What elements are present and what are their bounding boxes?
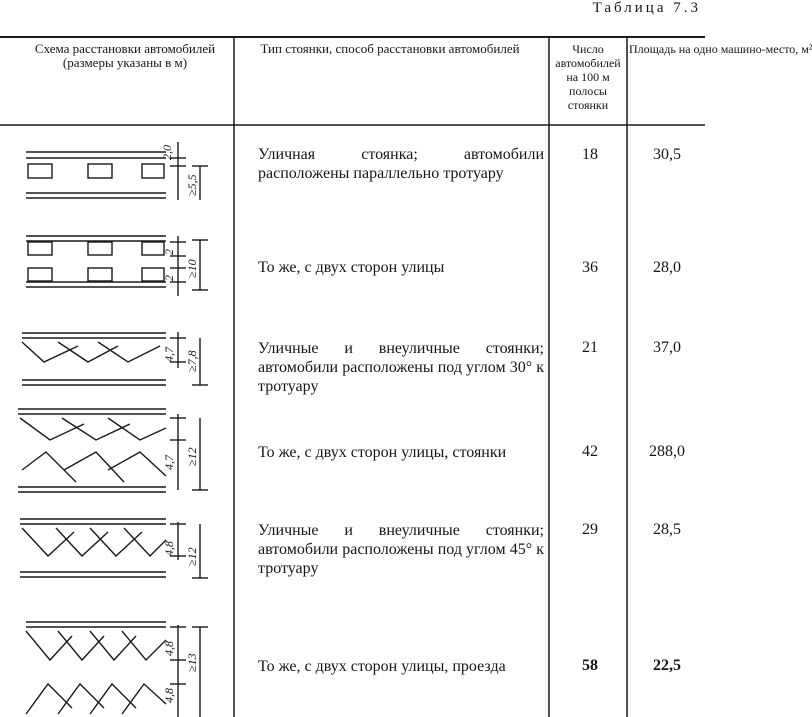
row2-type: То же, с двух сторон улицы (258, 259, 445, 276)
header-scheme: Схема расстановки автомобилей (размеры указаны в м) (34, 41, 216, 70)
dim-r1-b: ≥5,5 (185, 174, 199, 196)
header-count: Число автомобилей на 100 м полосы стоянки (555, 42, 621, 112)
scheme-parallel-two-sides (26, 236, 208, 296)
row1-area: 30,5 (653, 146, 681, 163)
dim-r6-a: 4,8 (162, 641, 176, 656)
row1-count: 18 (582, 146, 598, 163)
row4-area: 288,0 (649, 443, 685, 460)
dim-r4-a: 4,7 (162, 455, 176, 470)
row6-type: То же, с двух сторон улицы, проезда (258, 658, 506, 675)
scheme-angle-45-two-sides (26, 622, 208, 717)
row6-area: 22,5 (653, 657, 681, 674)
dim-r3-a: 4,7 (162, 347, 176, 362)
dim-r2-a: 2 (162, 249, 176, 255)
dim-r2-b: 2 (162, 275, 176, 281)
scheme-angle-30-two-sides (18, 409, 208, 492)
row3-type: Уличные и внеуличные стоянки; автомобили расположены под углом 30° к тротуару (258, 340, 544, 395)
row2-count: 36 (582, 259, 598, 276)
row1-type: Уличная стоянка; автомобили расположены параллельно тротуару (258, 146, 544, 182)
dim-r6-b: 4,8 (162, 688, 176, 703)
scheme-angle-30-one-side (22, 332, 208, 385)
scheme-parallel-one-side (26, 142, 208, 200)
row3-area: 37,0 (653, 339, 681, 356)
dim-r6-c: ≥13 (185, 653, 199, 672)
table-caption: Таблица 7.3 (592, 0, 701, 16)
dim-r2-c: ≥10 (185, 259, 199, 278)
dim-r5-b: ≥12 (185, 547, 199, 566)
header-area: Площадь на одно машино-место, м² (629, 42, 812, 56)
dim-r3-b: ≥7,8 (185, 350, 199, 372)
row4-count: 42 (582, 443, 598, 460)
scheme-angle-45-one-side (20, 519, 208, 578)
row2-area: 28,0 (653, 259, 681, 276)
dim-r1-a: 2,0 (160, 145, 174, 160)
row5-area: 28,5 (653, 521, 681, 538)
header-type: Тип стоянки, способ расстановки автомобилей (260, 41, 520, 56)
dim-r4-b: ≥12 (185, 447, 199, 466)
row3-count: 21 (582, 339, 598, 356)
row4-type: То же, с двух сторон улицы, стоянки (258, 444, 507, 461)
row5-count: 29 (582, 521, 598, 538)
row6-count: 58 (582, 657, 598, 674)
row5-type: Уличные и внеуличные стоянки; автомобили расположены под углом 45° к тротуару (258, 522, 544, 577)
dim-r5-a: 4,8 (162, 541, 176, 556)
